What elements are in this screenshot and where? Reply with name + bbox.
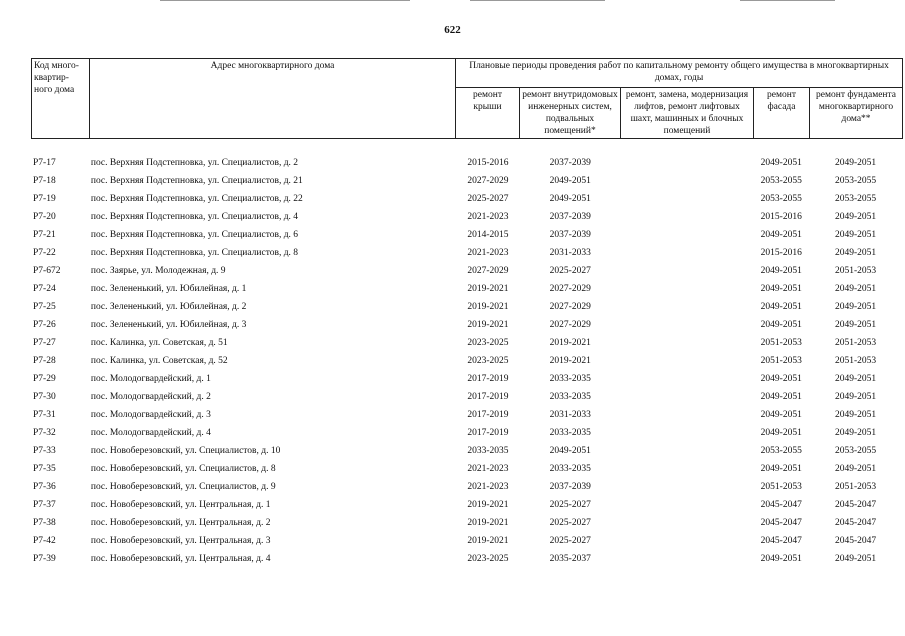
- cell-code: Р7-20: [33, 212, 56, 222]
- cell-facade: 2045-2047: [760, 500, 802, 510]
- cell-address: пос. Новоберезовский, ул. Специалистов, д. 9: [90, 482, 276, 492]
- cell-elevators: [621, 174, 754, 192]
- cell-roof: 2021-2023: [467, 482, 509, 492]
- cell-engineering: 2027-2029: [549, 302, 591, 312]
- cell-code: Р7-18: [33, 176, 56, 186]
- cell-elevators: [621, 156, 754, 174]
- cell-code: Р7-30: [33, 392, 56, 402]
- cell-roof: 2017-2019: [467, 392, 509, 402]
- cell-facade: 2049-2051: [760, 230, 802, 240]
- cell-engineering: 2019-2021: [549, 338, 591, 348]
- cell-address: пос. Молодогвардейский, д. 1: [90, 374, 211, 384]
- table-row: [31, 444, 902, 462]
- table-row: [31, 372, 902, 390]
- cell-code: Р7-39: [33, 554, 56, 564]
- cell-roof: 2027-2029: [467, 266, 509, 276]
- cell-address: пос. Верхняя Подстепновка, ул. Специалистов, д. 21: [90, 176, 303, 186]
- cell-code: Р7-37: [33, 500, 56, 510]
- cell-roof: 2027-2029: [467, 176, 509, 186]
- cell-elevators: [621, 282, 754, 300]
- cell-code: Р7-25: [33, 302, 56, 312]
- cell-facade: 2051-2053: [760, 356, 802, 366]
- cell-address: пос. Новоберезовский, ул. Центральная, д. 3: [90, 536, 271, 546]
- cell-code: Р7-17: [33, 158, 56, 168]
- cell-foundation: 2049-2051: [835, 230, 877, 240]
- cell-engineering: 2027-2029: [549, 284, 591, 294]
- cell-engineering: 2049-2051: [549, 194, 591, 204]
- cell-address: пос. Калинка, ул. Советская, д. 51: [90, 338, 228, 348]
- cell-facade: 2051-2053: [760, 482, 802, 492]
- cell-roof: 2017-2019: [467, 428, 509, 438]
- cell-foundation: 2045-2047: [835, 518, 877, 528]
- cell-foundation: 2051-2053: [835, 356, 877, 366]
- cell-address: пос. Верхняя Подстепновка, ул. Специалистов, д. 8: [90, 248, 299, 258]
- cell-engineering: 2031-2033: [549, 410, 591, 420]
- cell-engineering: 2033-2035: [549, 392, 591, 402]
- cell-foundation: 2051-2053: [835, 338, 877, 348]
- table-body: [31, 156, 902, 570]
- cell-code: Р7-22: [33, 248, 56, 258]
- cell-facade: 2053-2055: [760, 446, 802, 456]
- cell-code: Р7-27: [33, 338, 56, 348]
- cell-code: Р7-28: [33, 356, 56, 366]
- table-header: [31, 58, 903, 139]
- cell-facade: 2049-2051: [760, 464, 802, 474]
- cell-engineering: 2025-2027: [549, 536, 591, 546]
- cell-elevators: [621, 462, 754, 480]
- cell-elevators: [621, 534, 754, 552]
- cell-foundation: 2045-2047: [835, 500, 877, 510]
- cell-elevators: [621, 228, 754, 246]
- cell-engineering: 2037-2039: [549, 230, 591, 240]
- cell-foundation: 2049-2051: [835, 284, 877, 294]
- cell-code: Р7-38: [33, 518, 56, 528]
- cell-code: Р7-31: [33, 410, 56, 420]
- cell-facade: 2053-2055: [760, 176, 802, 186]
- cell-engineering: 2037-2039: [549, 212, 591, 222]
- cell-engineering: 2019-2021: [549, 356, 591, 366]
- cell-engineering: 2033-2035: [549, 428, 591, 438]
- cell-foundation: 2053-2055: [835, 446, 877, 456]
- page-number: 622: [444, 24, 461, 36]
- cell-roof: 2021-2023: [467, 212, 509, 222]
- cell-code: Р7-42: [33, 536, 56, 546]
- cell-engineering: 2031-2033: [549, 248, 591, 258]
- cell-engineering: 2033-2035: [549, 374, 591, 384]
- cell-roof: 2025-2027: [467, 194, 509, 204]
- cell-foundation: 2049-2051: [835, 392, 877, 402]
- cell-foundation: 2051-2053: [835, 482, 877, 492]
- cell-roof: 2021-2023: [467, 464, 509, 474]
- cell-address: пос. Зелененький, ул. Юбилейная, д. 3: [90, 320, 247, 330]
- cell-elevators: [621, 426, 754, 444]
- cell-address: пос. Верхняя Подстепновка, ул. Специалистов, д. 2: [90, 158, 299, 168]
- cell-elevators: [621, 336, 754, 354]
- table-row: [31, 516, 902, 534]
- cell-elevators: [621, 246, 754, 264]
- cell-foundation: 2053-2055: [835, 194, 877, 204]
- cell-foundation: 2049-2051: [835, 158, 877, 168]
- cell-foundation: 2045-2047: [835, 536, 877, 546]
- cell-code: Р7-36: [33, 482, 56, 492]
- cell-elevators: [621, 480, 754, 498]
- table-row: [31, 156, 902, 174]
- cell-roof: 2015-2016: [467, 158, 509, 168]
- cell-elevators: [621, 516, 754, 534]
- cell-foundation: 2049-2051: [835, 554, 877, 564]
- cell-roof: 2023-2025: [467, 338, 509, 348]
- cell-roof: 2019-2021: [467, 518, 509, 528]
- cell-address: пос. Верхняя Подстепновка, ул. Специалистов, д. 6: [90, 230, 299, 240]
- cell-facade: 2051-2053: [760, 338, 802, 348]
- cell-roof: 2023-2025: [467, 554, 509, 564]
- cell-address: пос. Заярье, ул. Молодежная, д. 9: [90, 266, 226, 276]
- table-row: [31, 264, 902, 282]
- table-row: [31, 210, 902, 228]
- cell-address: пос. Зелененький, ул. Юбилейная, д. 2: [90, 302, 247, 312]
- cell-foundation: 2049-2051: [835, 248, 877, 258]
- cell-engineering: 2035-2037: [549, 554, 591, 564]
- table-row: [31, 174, 902, 192]
- cell-code: Р7-35: [33, 464, 56, 474]
- cell-address: пос. Новоберезовский, ул. Центральная, д. 4: [90, 554, 271, 564]
- cell-address: пос. Новоберезовский, ул. Центральная, д. 2: [90, 518, 271, 528]
- cell-engineering: 2049-2051: [549, 446, 591, 456]
- cell-facade: 2049-2051: [760, 284, 802, 294]
- cell-elevators: [621, 372, 754, 390]
- cell-address: пос. Новоберезовский, ул. Специалистов, д. 10: [90, 446, 281, 456]
- cell-elevators: [621, 444, 754, 462]
- table-row: [31, 480, 902, 498]
- cell-facade: 2015-2016: [760, 212, 802, 222]
- cell-foundation: 2049-2051: [835, 428, 877, 438]
- cell-address: пос. Молодогвардейский, д. 3: [90, 410, 211, 420]
- cell-address: пос. Новоберезовский, ул. Центральная, д. 1: [90, 500, 271, 510]
- cell-foundation: 2051-2053: [835, 266, 877, 276]
- cell-roof: 2014-2015: [467, 230, 509, 240]
- cell-foundation: 2049-2051: [835, 464, 877, 474]
- header-engineering: ремонт внутридомовых инженерных систем, подвальных помещений*: [520, 88, 621, 139]
- cell-roof: 2023-2025: [467, 356, 509, 366]
- cell-facade: 2049-2051: [760, 428, 802, 438]
- cell-facade: 2049-2051: [760, 374, 802, 384]
- cell-elevators: [621, 498, 754, 516]
- cell-facade: 2049-2051: [760, 392, 802, 402]
- cell-facade: 2049-2051: [760, 554, 802, 564]
- header-foundation: ремонт фундамента многоквартирного дома**: [810, 88, 903, 139]
- cell-roof: 2019-2021: [467, 536, 509, 546]
- cell-address: пос. Молодогвардейский, д. 2: [90, 392, 211, 402]
- cell-foundation: 2049-2051: [835, 212, 877, 222]
- table-row: [31, 462, 902, 480]
- cell-address: пос. Зелененький, ул. Юбилейная, д. 1: [90, 284, 247, 294]
- header-elevators: ремонт, замена, модернизация лифтов, ремонт лифтовых шахт, машинных и блочных помещений: [621, 88, 754, 139]
- table-row: [31, 246, 902, 264]
- table-row: [31, 354, 902, 372]
- table-row: [31, 192, 902, 210]
- table-row: [31, 498, 902, 516]
- cell-elevators: [621, 192, 754, 210]
- cell-roof: 2019-2021: [467, 320, 509, 330]
- scan-edge-line: [160, 0, 410, 1]
- cell-foundation: 2049-2051: [835, 302, 877, 312]
- cell-engineering: 2037-2039: [549, 158, 591, 168]
- cell-code: Р7-32: [33, 428, 56, 438]
- cell-code: Р7-672: [33, 266, 61, 276]
- cell-elevators: [621, 408, 754, 426]
- cell-roof: 2021-2023: [467, 248, 509, 258]
- cell-facade: 2053-2055: [760, 194, 802, 204]
- table-row: [31, 552, 902, 570]
- table-row: [31, 228, 902, 246]
- table-row: [31, 282, 902, 300]
- cell-elevators: [621, 552, 754, 570]
- cell-address: пос. Новоберезовский, ул. Специалистов, д. 8: [90, 464, 276, 474]
- table-row: [31, 408, 902, 426]
- cell-engineering: 2049-2051: [549, 176, 591, 186]
- header-roof: ремонт крыши: [456, 88, 520, 139]
- cell-address: пос. Калинка, ул. Советская, д. 52: [90, 356, 228, 366]
- header-address: Адрес многоквартирного дома: [90, 59, 456, 139]
- scan-edge-line: [470, 0, 605, 1]
- cell-roof: 2019-2021: [467, 284, 509, 294]
- scan-edge-line: [740, 0, 835, 1]
- cell-code: Р7-26: [33, 320, 56, 330]
- cell-foundation: 2049-2051: [835, 410, 877, 420]
- cell-code: Р7-33: [33, 446, 56, 456]
- table-row: [31, 534, 902, 552]
- cell-facade: 2049-2051: [760, 302, 802, 312]
- cell-foundation: 2049-2051: [835, 320, 877, 330]
- cell-code: Р7-21: [33, 230, 56, 240]
- cell-roof: 2019-2021: [467, 302, 509, 312]
- cell-engineering: 2037-2039: [549, 482, 591, 492]
- header-facade: ремонт фасада: [754, 88, 810, 139]
- header-periods-group: Плановые периоды проведения работ по капитальному ремонту общего имущества в многоквартирных домах, годы: [456, 59, 903, 88]
- cell-facade: 2049-2051: [760, 266, 802, 276]
- cell-address: пос. Верхняя Подстепновка, ул. Специалистов, д. 22: [90, 194, 303, 204]
- cell-elevators: [621, 300, 754, 318]
- cell-roof: 2017-2019: [467, 374, 509, 384]
- cell-engineering: 2025-2027: [549, 518, 591, 528]
- cell-roof: 2019-2021: [467, 500, 509, 510]
- table-row: [31, 426, 902, 444]
- cell-address: пос. Молодогвардейский, д. 4: [90, 428, 211, 438]
- table-row: [31, 336, 902, 354]
- cell-facade: 2049-2051: [760, 158, 802, 168]
- cell-roof: 2033-2035: [467, 446, 509, 456]
- cell-elevators: [621, 318, 754, 336]
- cell-elevators: [621, 390, 754, 408]
- cell-address: пос. Верхняя Подстепновка, ул. Специалистов, д. 4: [90, 212, 299, 222]
- cell-engineering: 2025-2027: [549, 266, 591, 276]
- cell-elevators: [621, 354, 754, 372]
- table-row: [31, 390, 902, 408]
- cell-facade: 2049-2051: [760, 320, 802, 330]
- cell-facade: 2045-2047: [760, 536, 802, 546]
- cell-elevators: [621, 210, 754, 228]
- header-code: Код много-квартир-ного дома: [32, 59, 90, 139]
- cell-elevators: [621, 264, 754, 282]
- cell-roof: 2017-2019: [467, 410, 509, 420]
- table-row: [31, 318, 902, 336]
- cell-engineering: 2027-2029: [549, 320, 591, 330]
- cell-facade: 2045-2047: [760, 518, 802, 528]
- cell-facade: 2049-2051: [760, 410, 802, 420]
- cell-engineering: 2025-2027: [549, 500, 591, 510]
- cell-code: Р7-19: [33, 194, 56, 204]
- cell-code: Р7-24: [33, 284, 56, 294]
- cell-code: Р7-29: [33, 374, 56, 384]
- cell-facade: 2015-2016: [760, 248, 802, 258]
- table-row: [31, 300, 902, 318]
- cell-engineering: 2033-2035: [549, 464, 591, 474]
- cell-foundation: 2053-2055: [835, 176, 877, 186]
- cell-foundation: 2049-2051: [835, 374, 877, 384]
